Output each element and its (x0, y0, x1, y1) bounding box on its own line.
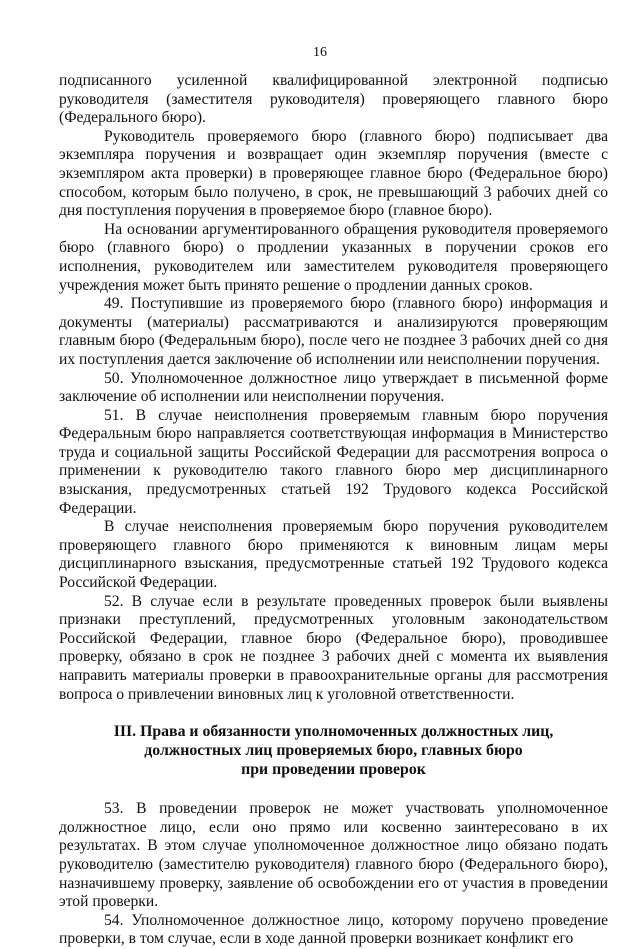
page-number: 16 (313, 45, 327, 60)
paragraph-54: 54. Уполномоченное должностное лицо, которому поручено проведение проверки, в том случае, если в ходе данной проверки возникает конфликт его (59, 911, 608, 948)
paragraph-continuation: подписанного усиленной квалифицированной электронной подписью руководителя (заместителя руководителя) проверяющего главного бюро (Федерального бюро). (59, 72, 608, 127)
paragraph-53: 53. В проведении проверок не может участвовать уполномоченное должностное лицо, если оно прямо или косвенно заинтересовано в их результатах. В этом случае уполномоченное должностное лицо обязано подать руководителю (заместителю руководителя) главного бюро (Федерального бюро), назначившему проверку, заявление об освобождении его от участия в проведении этой проверки. (59, 800, 608, 911)
paragraph-52: 52. В случае если в результате проведенных проверок были выявлены признаки преступлений, предусмотренных уголовным законодательством Российской Федерации, главное бюро (Федеральное бюро), проводившее проверку, обязано в срок не позднее 3 рабочих дней с момента их выявления направить материалы проверки в правоохранительные органы для рассмотрения вопроса о привлечении виновных лиц к уголовной ответственности. (59, 592, 608, 703)
paragraph-51: 51. В случае неисполнения проверяемым главным бюро поручения Федеральным бюро направляется соответствующая информация в Министерство труда и социальной защиты Российской Федерации для рассмотрения вопроса о применении к руководителю такого главного бюро мер дисциплинарного взыскания, предусмотренных статьей 192 Трудового кодекса Российской Федерации. (59, 406, 608, 517)
document-body (59, 72, 608, 949)
paragraph-49: 49. Поступившие из проверяемого бюро (главного бюро) информация и документы (материалы) рассматриваются и анализируются проверяющим главным бюро (Федеральным бюро), после чего не позднее 3 рабочих дней со дня их поступления дается заключение об исполнении или неисполнении поручения. (59, 295, 608, 368)
paragraph-50: 50. Уполномоченное должностное лицо утверждает в письменной форме заключение об исполнении или неисполнении поручения. (59, 369, 608, 406)
section-heading-line-3: при проведении проверок (241, 761, 426, 779)
paragraph-signing-procedure: Руководитель проверяемого бюро (главного бюро) подписывает два экземпляра поручения и возвращает один экземпляр поручения (вместе с экземпляром акта проверки) в проверяющее главное бюро (Федеральное бюро) способом, которым было получено, в срок, не превышающий 3 рабочих дней со дня поступления поручения в проверяемое бюро (главное бюро). (59, 127, 608, 220)
section-heading-line-1: III. Права и обязанности уполномоченных должностных лиц, (113, 723, 554, 741)
paragraph-deadline-extension: На основании аргументированного обращения руководителя проверяемого бюро (главного бюро) о продлении указанных в поручении сроков его исполнения, руководителем или заместителем руководителя проверяющего учреждения может быть принято решение о продлении данных сроков. (59, 220, 608, 294)
paragraph-51-continued: В случае неисполнения проверяемым бюро поручения руководителем проверяющего главного бюро применяются к виновным лицам меры дисциплинарного взыскания, предусмотренные статьей 192 Трудового кодекса Российской Федерации. (59, 518, 608, 592)
section-heading (59, 722, 608, 779)
section-heading-line-2: должностных лиц проверяемых бюро, главных бюро (144, 742, 523, 760)
